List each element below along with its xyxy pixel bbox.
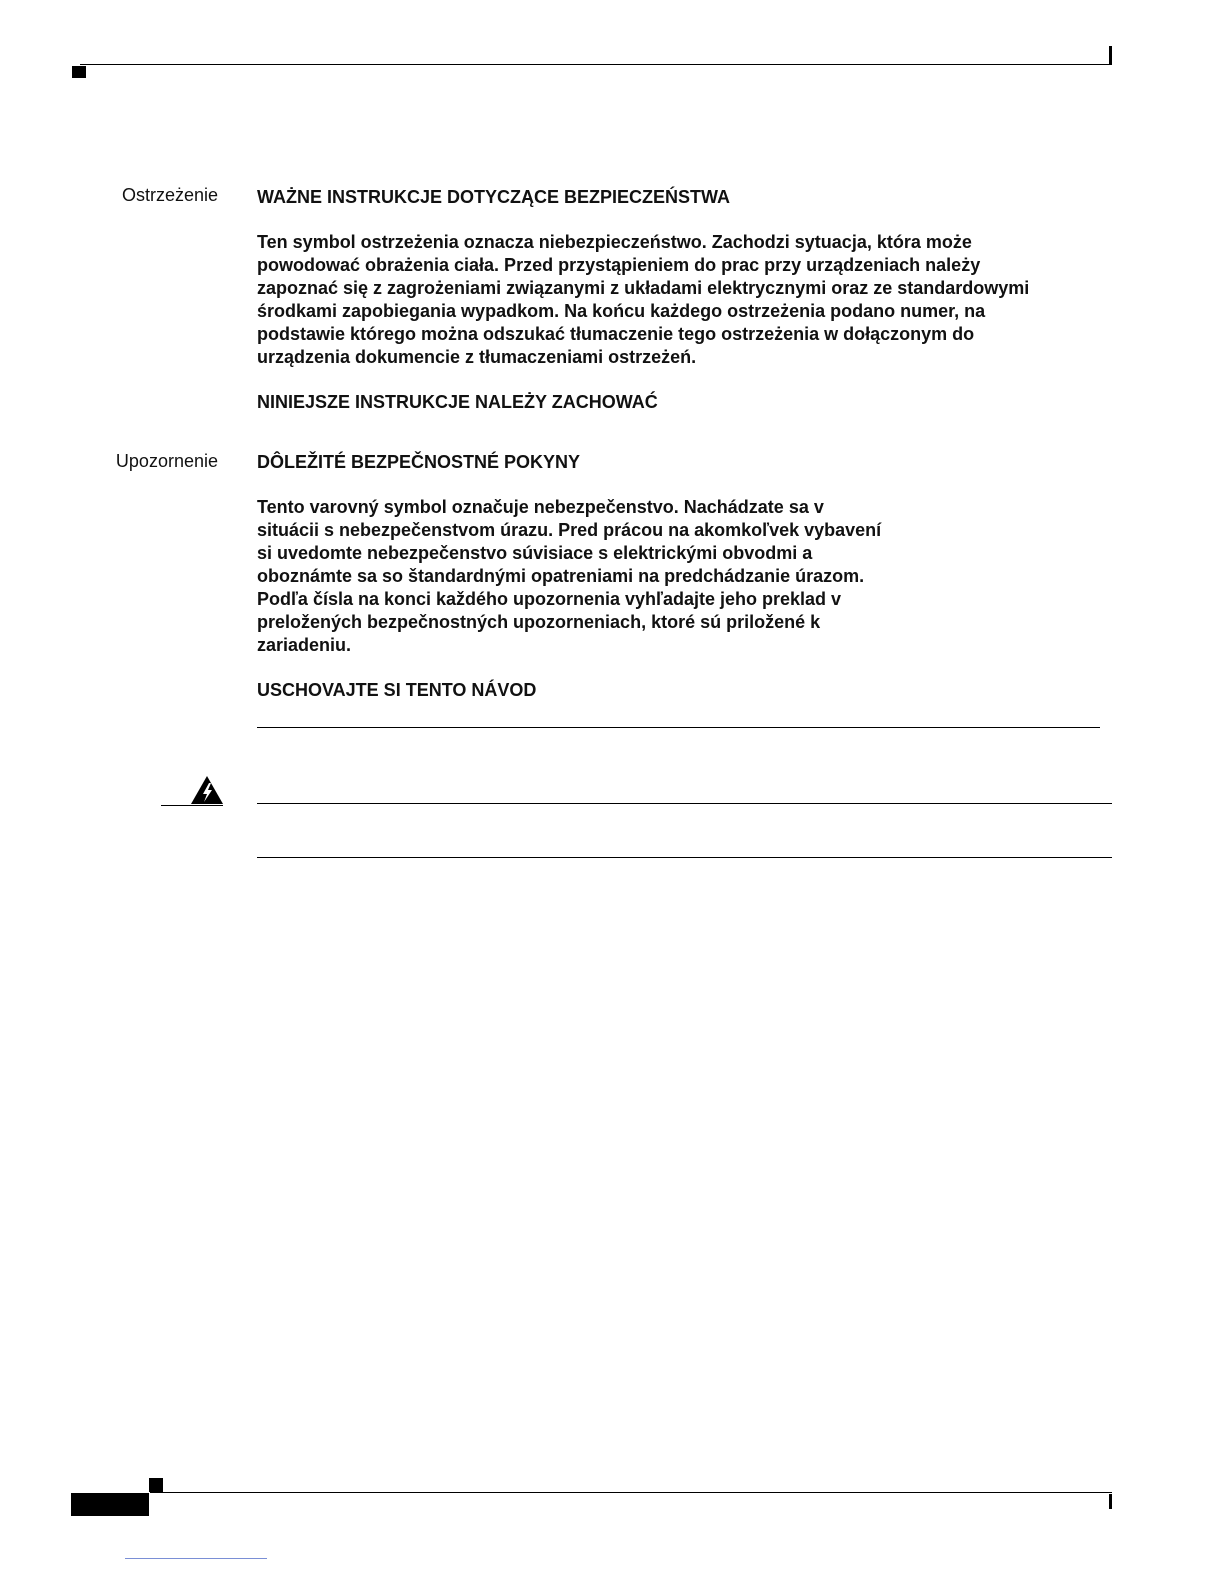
warning-triangle-icon [190, 775, 224, 805]
section-divider [257, 727, 1100, 728]
header-tick [1109, 46, 1112, 65]
warning-body-polish: Ten symbol ostrzeżenia oznacza niebezpieczeństwo. Zachodzi sytuacja, która może powodować obrażenia ciała. Przed przystąpieniem do prac przy urządzeniach należy zapoznać się z zagrożeniami związanymi z układami elektrycznymi oraz ze standardowymi środkami zapobiegania wypadkom. Na końcu każdego ostrzeżenia podano numer, na podstawie którego można odszukać tłumaczenie tego ostrzeżenia w dołączonym do urządzenia dokumencie z tłumaczeniami ostrzeżeń. [257, 232, 1030, 367]
warning-block-slovak [257, 451, 957, 702]
footer-block [71, 1493, 149, 1516]
warning-label-polish: Ostrzeżenie [121, 185, 218, 205]
warning-closing-slovak: USCHOVAJTE SI TENTO NÁVOD [257, 680, 537, 700]
footer-tick [1109, 1494, 1112, 1509]
warning-label-slovak: Upozornenie [115, 451, 218, 471]
warning-body-slovak: Tento varovný symbol označuje nebezpečenstvo. Nachádzate sa v situácii s nebezpečenstvom úrazu. Pred prácou na akomkoľvek vybavení si uvedomte nebezpečenstvo súvisiace s elektrickými obvodmi a oboznámte sa so štandardnými opatreniami na predchádzanie úrazom. Podľa čísla na konci každého upozornenia vyhľadajte jeho preklad v preložených bezpečnostných upozorneniach, ktoré sú priložené k zariadeniu. [257, 497, 882, 655]
footer-marker [149, 1478, 163, 1492]
header-rule [80, 64, 1112, 65]
warning-closing-polish: NINIEJSZE INSTRUKCJE NALEŻY ZACHOWAĆ [257, 392, 658, 412]
footer-rule [150, 1492, 1112, 1493]
header-marker [72, 66, 86, 78]
icon-underline [161, 805, 223, 806]
warning-heading-polish: WAŻNE INSTRUKCJE DOTYCZĄCE BEZPIECZEŃSTWA [257, 187, 731, 207]
warning-heading-slovak: DÔLEŽITÉ BEZPEČNOSTNÉ POKYNY [257, 452, 581, 472]
warning-rule-top [257, 803, 1112, 804]
footer-link-underline [125, 1558, 267, 1559]
warning-rule-bottom [257, 857, 1112, 858]
warning-block-polish [257, 186, 1087, 414]
